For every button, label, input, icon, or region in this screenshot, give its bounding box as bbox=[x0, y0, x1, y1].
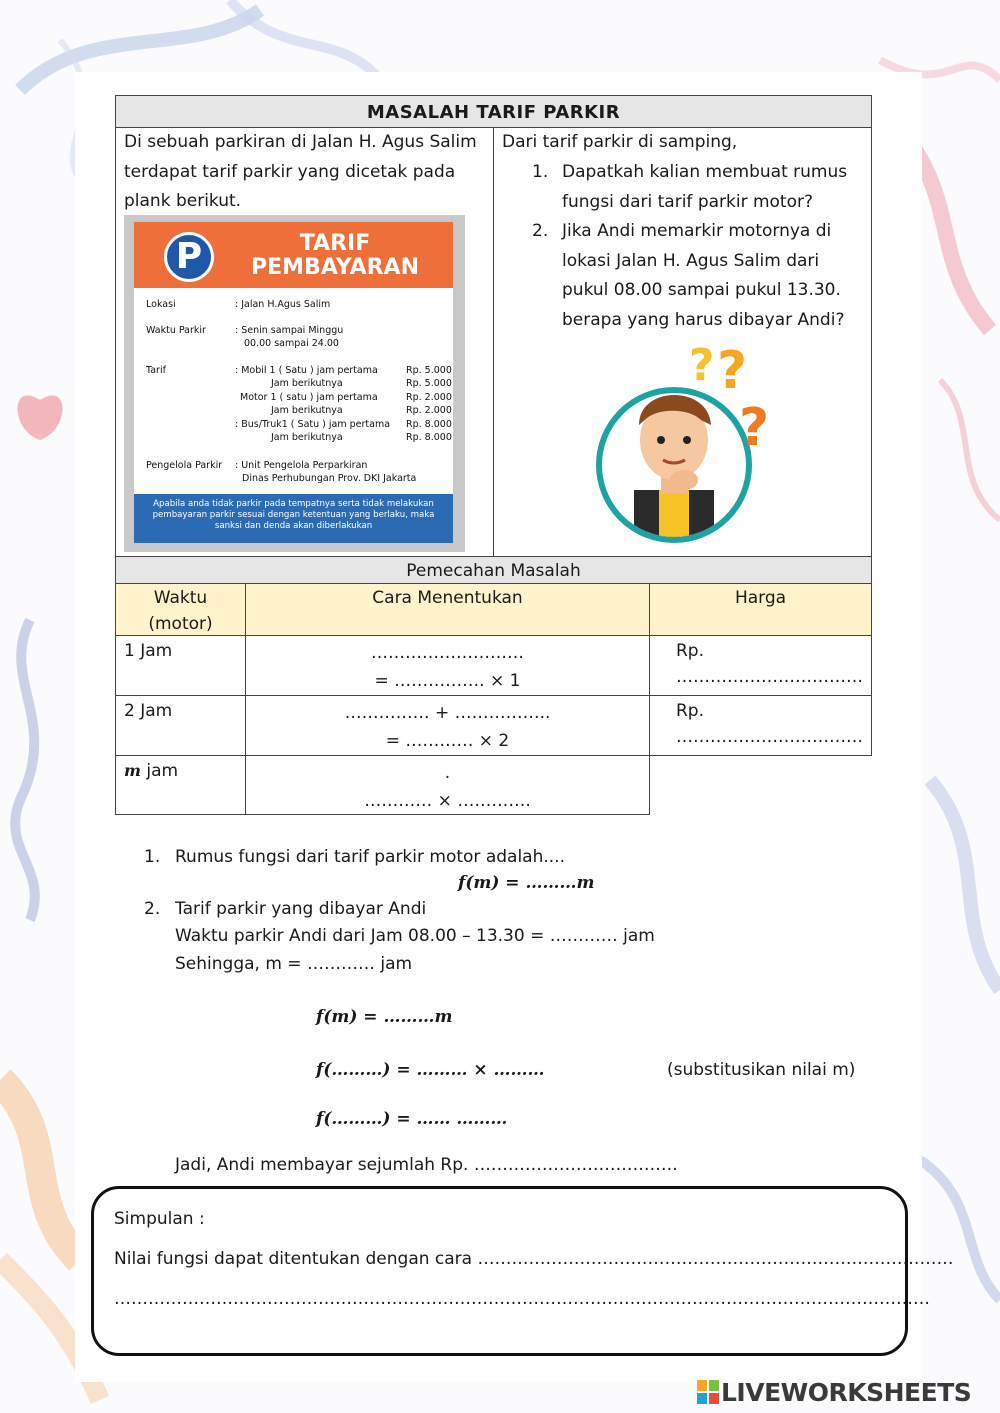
table-row-2-waktu: 2 Jam bbox=[115, 695, 246, 756]
question-mark-icon: ? bbox=[689, 340, 715, 391]
liveworksheets-logo: LIVEWORKSHEETS bbox=[697, 1378, 971, 1408]
table-row-1-cara bbox=[245, 635, 650, 696]
problem-right-cell: Dari tarif parkir di samping, 1. Dapatkah kalian membuat rumus fungsi dari tarif parkir motor? 2. Jika Andi memarkir motornya di lokasi Jalan H. Agus Salim dari pukul 08.00 sampai pukul 13.30. berapa yang harus dibayar Andi? ? ? ? bbox=[493, 127, 872, 557]
question-2-text: Tarif parkir yang dibayar Andi bbox=[175, 899, 427, 919]
sign-title: TARIF PEMBAYARAN bbox=[251, 231, 419, 280]
answer-blank[interactable]: ………… × …………. bbox=[364, 791, 531, 811]
answer-blank[interactable]: f(m) = ………m bbox=[458, 873, 595, 893]
answer-blank[interactable]: = ……………. × 1 bbox=[374, 671, 521, 691]
substitution-note: (substitusikan nilai m) bbox=[667, 1060, 856, 1080]
conclusion-box bbox=[91, 1186, 954, 1356]
answer-blank[interactable]: = ………… × 2 bbox=[385, 731, 510, 751]
conclusion-label: Simpulan : bbox=[114, 1209, 205, 1229]
col-harga-header: Harga bbox=[649, 583, 872, 636]
answer-blank[interactable]: ……………………………………………………………………………………………………………………………… bbox=[114, 1289, 930, 1309]
question-2: Jika Andi memarkir motornya di lokasi Jalan H. Agus Salim dari pukul 08.00 sampai pukul 13.30. berapa yang harus dibayar Andi? bbox=[562, 221, 845, 330]
answer-blank[interactable]: Rp. …………………………… bbox=[649, 695, 872, 756]
table-row-3-cara bbox=[245, 755, 650, 815]
answer-blank[interactable]: . bbox=[444, 763, 451, 783]
answer-blank[interactable]: Nilai fungsi dapat ditentukan dengan cara ………………………………………………………………………… bbox=[114, 1249, 954, 1269]
col-cara-header: Cara Menentukan bbox=[245, 583, 650, 636]
table-row-2-cara bbox=[245, 695, 650, 756]
table-row-3-waktu: m jam bbox=[115, 755, 246, 815]
thinking-boy-illustration bbox=[589, 340, 799, 550]
question-mark-icon: ? bbox=[739, 398, 770, 458]
answer-blank[interactable]: ……………………… bbox=[371, 643, 524, 663]
question-1-text: Rumus fungsi dari tarif parkir motor adalah.... bbox=[175, 847, 565, 867]
solution-header: Pemecahan Masalah bbox=[115, 556, 872, 584]
question-mark-icon: ? bbox=[717, 341, 748, 401]
problem-intro: Di sebuah parkiran di Jalan H. Agus Salim terdapat tarif parkir yang dicetak pada plank berikut. bbox=[124, 132, 477, 211]
answer-blank[interactable]: f(………) = …… ……… bbox=[316, 1109, 508, 1129]
col-waktu-header: Waktu (motor) bbox=[115, 583, 246, 636]
logo-icon bbox=[697, 1380, 719, 1404]
page-title: MASALAH TARIF PARKIR bbox=[115, 95, 872, 128]
parking-tariff-sign: P TARIF PEMBAYARAN Lokasi : Jalan H.Agus Salim Waktu Parkir : Senin sampai Minggu 00.00 sampai 24.00 Tarif : Mobil 1 ( Satu ) jam pertama Rp. 5.000 Jam berikutnya Rp. 5.000 Motor 1 ( satu ) jam pertama Rp. 2.000 Jam berikutnya Rp. 2.000 : Bus/Truk1 ( Satu ) jam pertama Rp. 8.000 Jam berikutnya Rp. 8.000 Pengelola Parkir : Unit Pengelola Perparkiran Dinas Perhubungan Prov. DKI Jakarta Apabila anda tidak parkir pada tempatnya serta tidak melakukan pembayaran parkir sesuai dengan ketentuan yang berlaku, maka sanksi dan denda akan diberlakukan bbox=[124, 215, 465, 552]
answer-blank[interactable]: Waktu parkir Andi dari Jam 08.00 – 13.30 = ………… jam bbox=[175, 926, 655, 946]
table-row-1-waktu: 1 Jam bbox=[115, 635, 246, 696]
parking-p-icon: P bbox=[164, 232, 214, 282]
answer-blank[interactable]: Sehingga, m = ………… jam bbox=[175, 954, 413, 974]
answer-blank[interactable]: Jadi, Andi membayar sejumlah Rp. ……………………………… bbox=[175, 1155, 678, 1175]
question-1: Dapatkah kalian membuat rumus fungsi dari tarif parkir motor? bbox=[562, 162, 848, 212]
sign-header bbox=[134, 222, 453, 288]
answer-blank[interactable]: …………… + …………….. bbox=[344, 703, 551, 723]
sign-warning: Apabila anda tidak parkir pada tempatnya serta tidak melakukan pembayaran parkir sesuai dengan ketentuan yang berlaku, maka sanksi dan denda akan diberlakukan bbox=[134, 494, 453, 543]
answer-blank[interactable]: f(………) = ……… × ……… bbox=[316, 1060, 545, 1080]
heart-icon bbox=[18, 395, 63, 440]
answer-blank[interactable]: Rp. …………………………… bbox=[649, 635, 872, 696]
answer-blank[interactable]: f(m) = ………m bbox=[316, 1007, 453, 1027]
